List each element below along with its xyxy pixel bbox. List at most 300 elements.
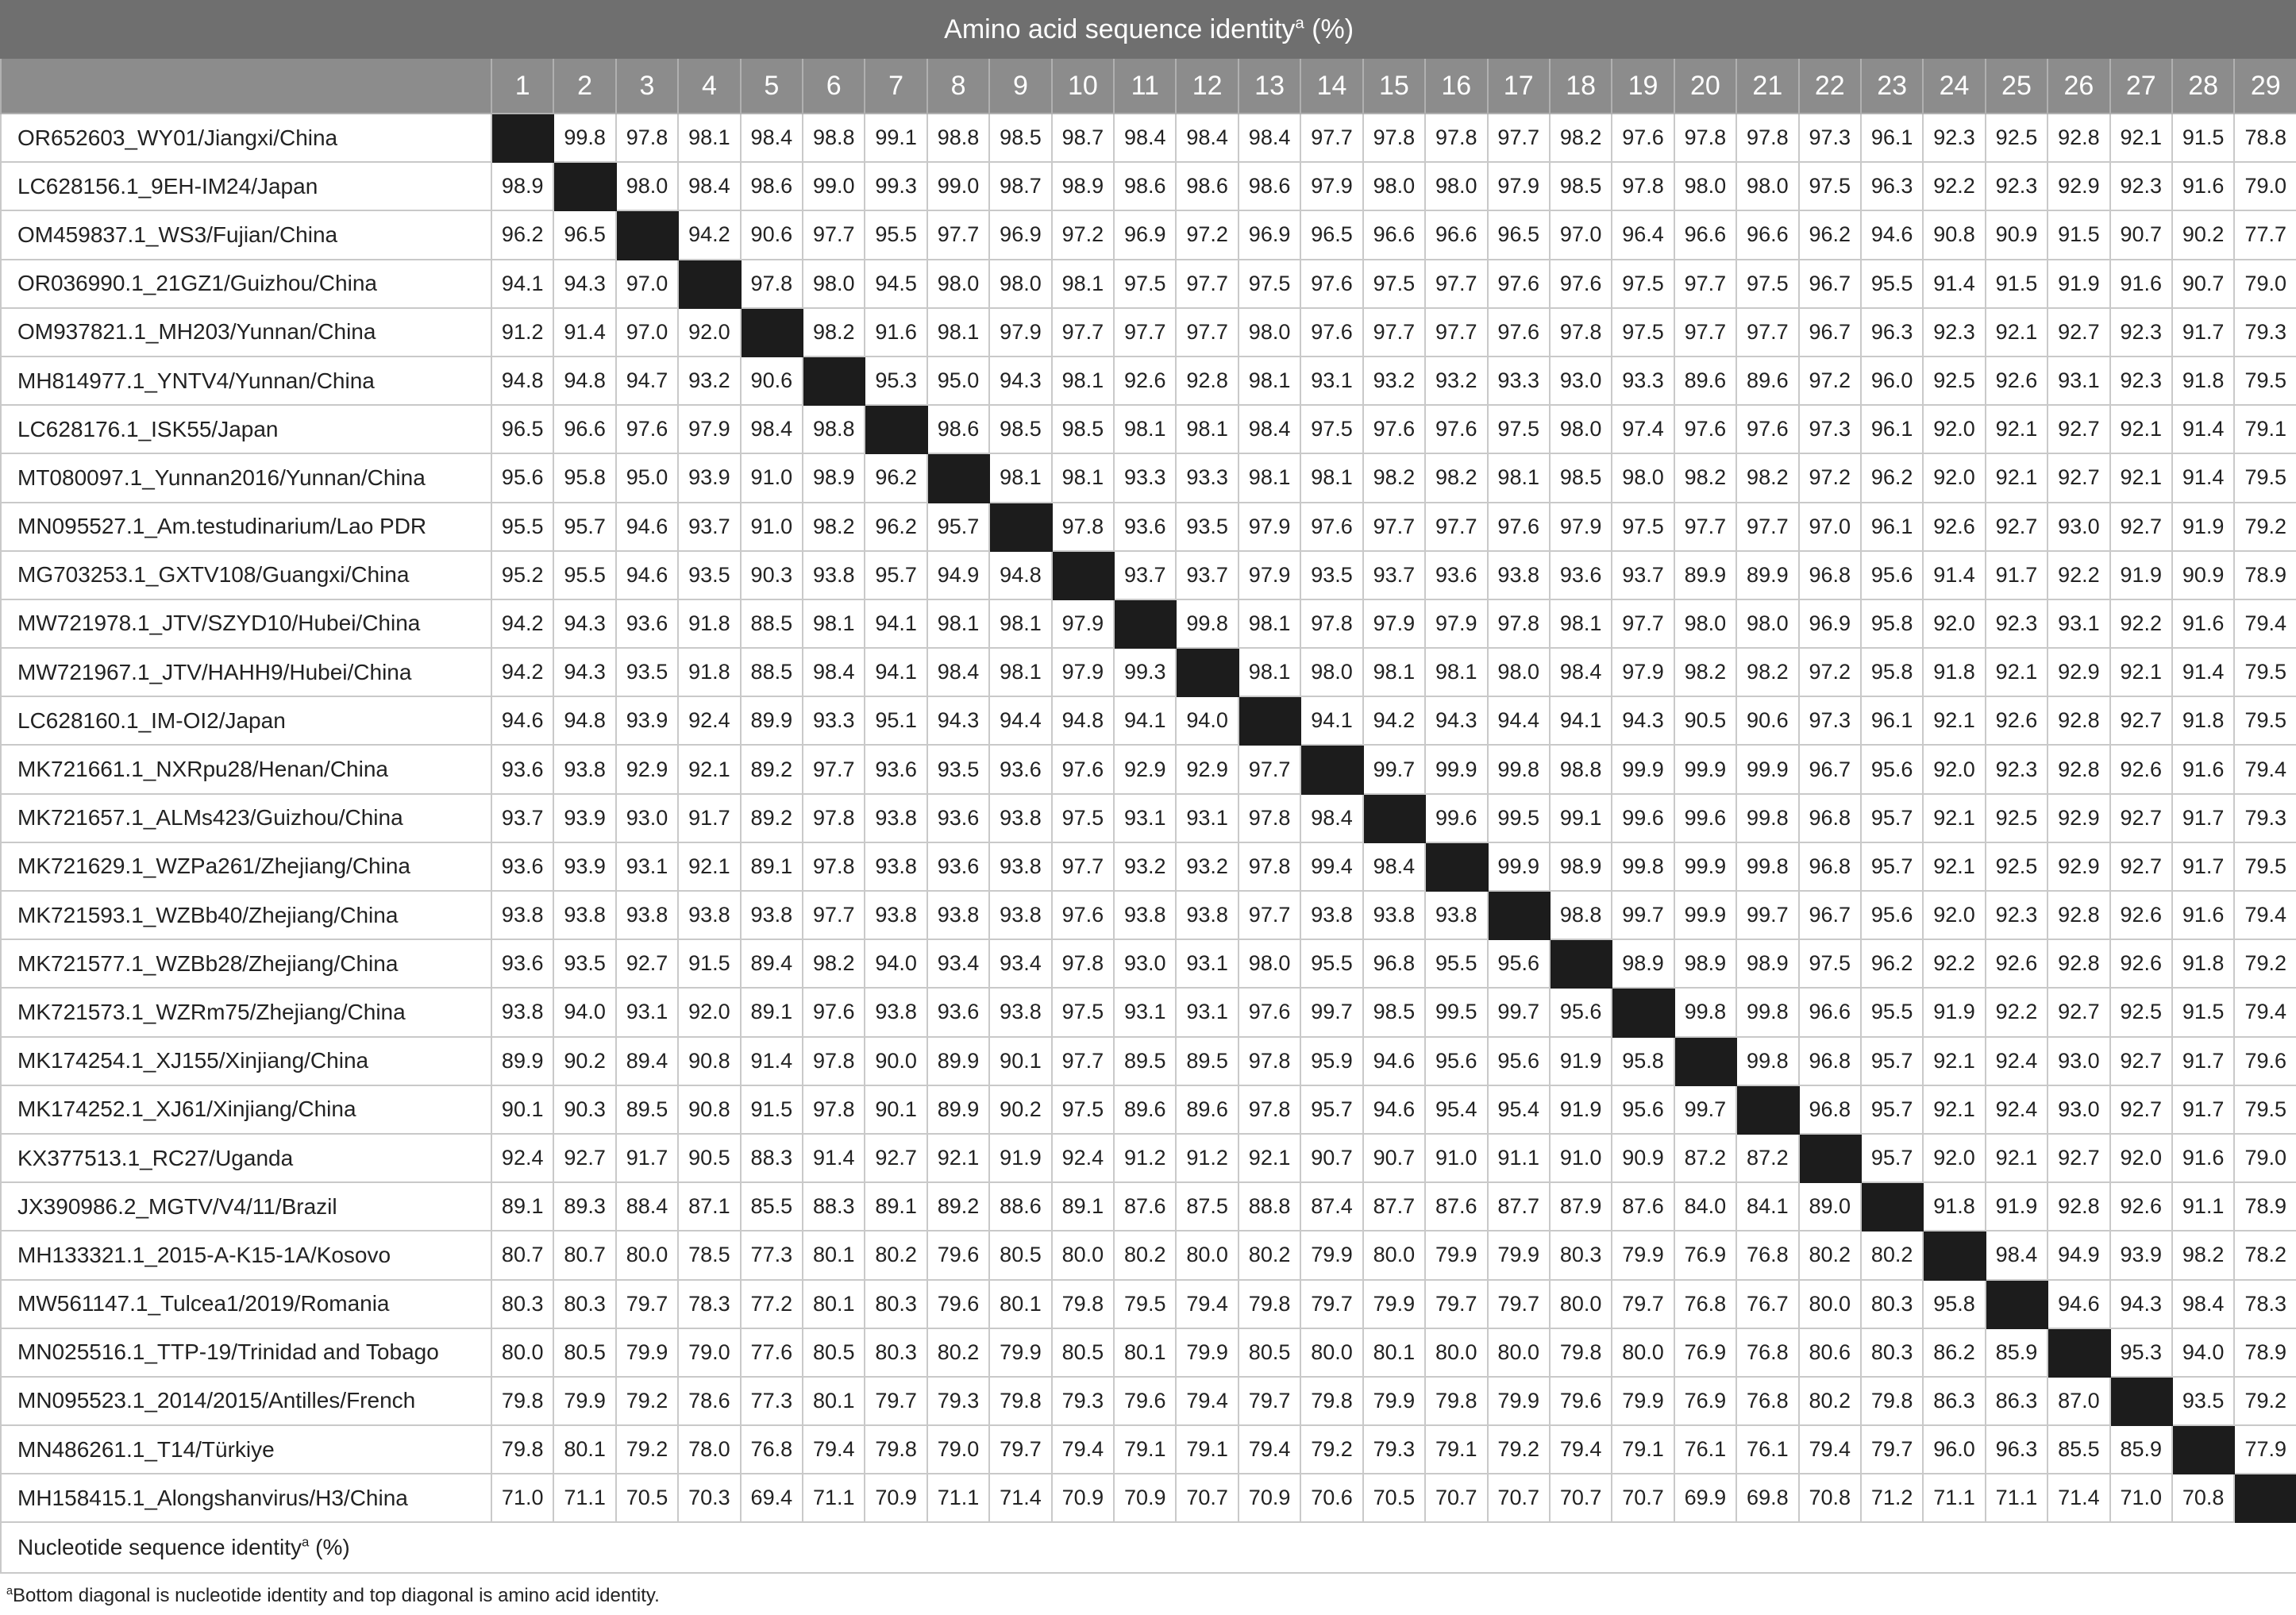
identity-cell: 71.1 bbox=[927, 1474, 989, 1522]
identity-cell: 88.5 bbox=[741, 648, 803, 696]
identity-cell: 97.8 bbox=[1239, 794, 1300, 842]
identity-cell: 97.8 bbox=[1052, 503, 1114, 551]
diagonal-cell bbox=[616, 210, 678, 259]
identity-cell: 99.5 bbox=[1488, 794, 1550, 842]
identity-cell: 98.4 bbox=[741, 405, 803, 453]
row-label: LC628176.1_ISK55/Japan bbox=[1, 405, 491, 453]
identity-cell: 99.1 bbox=[865, 114, 926, 162]
column-header: 18 bbox=[1550, 58, 1612, 114]
identity-cell: 92.1 bbox=[1923, 696, 1985, 745]
identity-cell: 99.8 bbox=[1736, 1037, 1798, 1085]
identity-cell: 97.5 bbox=[1799, 162, 1861, 210]
identity-cell: 98.1 bbox=[927, 308, 989, 357]
identity-cell: 91.4 bbox=[2172, 453, 2234, 502]
identity-cell: 99.0 bbox=[927, 162, 989, 210]
column-header: 2 bbox=[553, 58, 615, 114]
identity-cell: 95.2 bbox=[491, 551, 553, 599]
identity-cell: 93.3 bbox=[1176, 453, 1238, 502]
identity-cell: 95.6 bbox=[1612, 1085, 1674, 1134]
identity-cell: 98.4 bbox=[1300, 794, 1362, 842]
column-header: 5 bbox=[741, 58, 803, 114]
identity-cell: 92.3 bbox=[1986, 891, 2048, 939]
table-row bbox=[1, 939, 2296, 988]
identity-cell: 98.2 bbox=[2172, 1231, 2234, 1279]
table-row bbox=[1, 648, 2296, 696]
identity-cell: 93.6 bbox=[927, 842, 989, 891]
identity-cell: 98.0 bbox=[1239, 308, 1300, 357]
identity-cell: 93.8 bbox=[616, 891, 678, 939]
table-row bbox=[1, 1134, 2296, 1182]
identity-cell: 93.9 bbox=[616, 696, 678, 745]
identity-cell: 99.0 bbox=[803, 162, 865, 210]
identity-cell: 97.0 bbox=[1550, 210, 1612, 259]
identity-cell: 92.1 bbox=[1923, 1085, 1985, 1134]
identity-cell: 87.6 bbox=[1425, 1182, 1487, 1231]
identity-cell: 96.9 bbox=[1239, 210, 1300, 259]
identity-cell: 89.9 bbox=[1674, 551, 1736, 599]
identity-cell: 89.1 bbox=[865, 1182, 926, 1231]
identity-cell: 93.6 bbox=[491, 939, 553, 988]
identity-cell: 94.2 bbox=[491, 648, 553, 696]
identity-cell: 94.6 bbox=[491, 696, 553, 745]
identity-cell: 98.0 bbox=[1612, 453, 1674, 502]
row-label: MW721967.1_JTV/HAHH9/Hubei/China bbox=[1, 648, 491, 696]
identity-cell: 80.0 bbox=[616, 1231, 678, 1279]
identity-cell: 91.4 bbox=[741, 1037, 803, 1085]
table-row bbox=[1, 794, 2296, 842]
table-row bbox=[1, 162, 2296, 210]
identity-cell: 96.8 bbox=[1799, 1037, 1861, 1085]
identity-cell: 91.1 bbox=[2172, 1182, 2234, 1231]
identity-cell: 93.3 bbox=[1612, 357, 1674, 405]
identity-cell: 76.9 bbox=[1674, 1328, 1736, 1377]
identity-cell: 97.8 bbox=[1488, 599, 1550, 648]
identity-cell: 92.7 bbox=[2048, 1134, 2109, 1182]
identity-cell: 79.8 bbox=[1239, 1280, 1300, 1328]
identity-cell: 93.0 bbox=[1114, 939, 1176, 988]
identity-cell: 71.1 bbox=[1923, 1474, 1985, 1522]
identity-cell: 91.6 bbox=[2172, 162, 2234, 210]
row-label: JX390986.2_MGTV/V4/11/Brazil bbox=[1, 1182, 491, 1231]
identity-cell: 98.0 bbox=[1300, 648, 1362, 696]
identity-cell: 89.1 bbox=[741, 988, 803, 1036]
identity-cell: 97.5 bbox=[1300, 405, 1362, 453]
table-row bbox=[1, 696, 2296, 745]
identity-cell: 89.9 bbox=[491, 1037, 553, 1085]
identity-cell: 92.8 bbox=[2048, 745, 2109, 793]
identity-cell: 91.9 bbox=[1923, 988, 1985, 1036]
identity-cell: 96.3 bbox=[1986, 1425, 2048, 1474]
identity-cell: 87.9 bbox=[1550, 1182, 1612, 1231]
diagonal-cell bbox=[678, 260, 740, 308]
diagonal-cell bbox=[803, 357, 865, 405]
identity-cell: 98.5 bbox=[989, 114, 1051, 162]
identity-cell: 98.2 bbox=[1674, 453, 1736, 502]
identity-cell: 80.7 bbox=[553, 1231, 615, 1279]
identity-cell: 95.5 bbox=[491, 503, 553, 551]
identity-cell: 93.0 bbox=[616, 794, 678, 842]
identity-cell: 99.8 bbox=[1736, 842, 1798, 891]
identity-cell: 98.0 bbox=[1674, 599, 1736, 648]
diagonal-cell bbox=[1425, 842, 1487, 891]
identity-cell: 93.8 bbox=[491, 988, 553, 1036]
identity-cell: 98.6 bbox=[1114, 162, 1176, 210]
identity-cell: 97.6 bbox=[803, 988, 865, 1036]
identity-cell: 98.1 bbox=[1239, 599, 1300, 648]
identity-cell: 94.1 bbox=[865, 599, 926, 648]
identity-cell: 77.3 bbox=[741, 1231, 803, 1279]
identity-cell: 90.6 bbox=[741, 210, 803, 259]
identity-cell: 93.6 bbox=[865, 745, 926, 793]
identity-cell: 70.9 bbox=[1114, 1474, 1176, 1522]
identity-cell: 98.2 bbox=[1550, 114, 1612, 162]
identity-cell: 91.7 bbox=[678, 794, 740, 842]
identity-cell: 93.5 bbox=[2172, 1377, 2234, 1425]
identity-cell: 97.8 bbox=[741, 260, 803, 308]
identity-cell: 92.9 bbox=[1114, 745, 1176, 793]
identity-cell: 92.8 bbox=[1176, 357, 1238, 405]
table-title bbox=[1, 1, 2296, 58]
identity-cell: 93.8 bbox=[1114, 891, 1176, 939]
identity-cell: 96.4 bbox=[1612, 210, 1674, 259]
identity-cell: 79.1 bbox=[1425, 1425, 1487, 1474]
identity-cell: 99.7 bbox=[1736, 891, 1798, 939]
identity-cell: 94.2 bbox=[491, 599, 553, 648]
identity-cell: 80.2 bbox=[1239, 1231, 1300, 1279]
identity-cell: 93.0 bbox=[2048, 1037, 2109, 1085]
identity-cell: 92.1 bbox=[678, 842, 740, 891]
identity-cell: 93.2 bbox=[1114, 842, 1176, 891]
identity-cell: 97.8 bbox=[1612, 162, 1674, 210]
identity-cell: 93.6 bbox=[1550, 551, 1612, 599]
row-label: MW561147.1_Tulcea1/2019/Romania bbox=[1, 1280, 491, 1328]
identity-cell: 90.9 bbox=[1986, 210, 2048, 259]
identity-cell: 80.2 bbox=[1799, 1377, 1861, 1425]
identity-cell: 94.3 bbox=[553, 599, 615, 648]
identity-cell: 77.3 bbox=[741, 1377, 803, 1425]
identity-cell: 97.7 bbox=[927, 210, 989, 259]
identity-cell: 79.5 bbox=[2234, 453, 2296, 502]
table-row bbox=[1, 1085, 2296, 1134]
identity-cell: 94.3 bbox=[989, 357, 1051, 405]
identity-cell: 80.5 bbox=[553, 1328, 615, 1377]
identity-cell: 97.8 bbox=[616, 114, 678, 162]
identity-cell: 90.2 bbox=[2172, 210, 2234, 259]
identity-cell: 90.9 bbox=[2172, 551, 2234, 599]
table-title-sup: a bbox=[1295, 14, 1304, 33]
identity-cell: 87.5 bbox=[1176, 1182, 1238, 1231]
identity-cell: 95.7 bbox=[1861, 842, 1923, 891]
identity-cell: 93.3 bbox=[1114, 453, 1176, 502]
diagonal-cell bbox=[1363, 794, 1425, 842]
identity-cell: 76.1 bbox=[1736, 1425, 1798, 1474]
identity-cell: 86.2 bbox=[1923, 1328, 1985, 1377]
identity-cell: 93.5 bbox=[1176, 503, 1238, 551]
footer-row bbox=[1, 1522, 2296, 1573]
identity-cell: 97.7 bbox=[1239, 745, 1300, 793]
identity-cell: 89.9 bbox=[927, 1037, 989, 1085]
identity-cell: 91.8 bbox=[2172, 357, 2234, 405]
identity-cell: 92.7 bbox=[2048, 453, 2109, 502]
identity-cell: 93.5 bbox=[616, 648, 678, 696]
identity-cell: 96.3 bbox=[1861, 162, 1923, 210]
diagonal-cell bbox=[553, 162, 615, 210]
identity-cell: 96.7 bbox=[1799, 891, 1861, 939]
identity-cell: 95.8 bbox=[1861, 599, 1923, 648]
identity-cell: 78.3 bbox=[2234, 1280, 2296, 1328]
row-label: MK721593.1_WZBb40/Zhejiang/China bbox=[1, 891, 491, 939]
identity-cell: 92.7 bbox=[616, 939, 678, 988]
identity-cell: 97.9 bbox=[1239, 551, 1300, 599]
identity-cell: 93.8 bbox=[1300, 891, 1362, 939]
identity-cell: 96.7 bbox=[1799, 745, 1861, 793]
identity-cell: 99.8 bbox=[1736, 988, 1798, 1036]
identity-cell: 97.7 bbox=[1736, 503, 1798, 551]
identity-cell: 98.1 bbox=[989, 648, 1051, 696]
identity-cell: 99.9 bbox=[1736, 745, 1798, 793]
identity-cell: 80.2 bbox=[927, 1328, 989, 1377]
identity-cell: 78.6 bbox=[678, 1377, 740, 1425]
identity-cell: 84.1 bbox=[1736, 1182, 1798, 1231]
identity-cell: 95.3 bbox=[865, 357, 926, 405]
identity-cell: 79.7 bbox=[1425, 1280, 1487, 1328]
table-row bbox=[1, 988, 2296, 1036]
identity-cell: 79.9 bbox=[1176, 1328, 1238, 1377]
identity-cell: 79.4 bbox=[1799, 1425, 1861, 1474]
identity-cell: 98.2 bbox=[803, 503, 865, 551]
identity-cell: 98.1 bbox=[1114, 405, 1176, 453]
identity-cell: 78.3 bbox=[678, 1280, 740, 1328]
identity-cell: 89.6 bbox=[1674, 357, 1736, 405]
column-header: 4 bbox=[678, 58, 740, 114]
identity-cell: 92.7 bbox=[865, 1134, 926, 1182]
identity-cell: 96.8 bbox=[1799, 842, 1861, 891]
row-label: MN095527.1_Am.testudinarium/Lao PDR bbox=[1, 503, 491, 551]
identity-cell: 94.7 bbox=[616, 357, 678, 405]
identity-cell: 92.0 bbox=[1923, 405, 1985, 453]
identity-cell: 79.8 bbox=[989, 1377, 1051, 1425]
identity-cell: 97.5 bbox=[1488, 405, 1550, 453]
identity-cell: 97.8 bbox=[803, 1085, 865, 1134]
row-label: MN486261.1_T14/Türkiye bbox=[1, 1425, 491, 1474]
identity-cell: 98.4 bbox=[1176, 114, 1238, 162]
identity-cell: 92.6 bbox=[2110, 1182, 2172, 1231]
diagonal-cell bbox=[491, 114, 553, 162]
identity-cell: 91.1 bbox=[1488, 1134, 1550, 1182]
identity-cell: 99.8 bbox=[1736, 794, 1798, 842]
row-label: OR036990.1_21GZ1/Guizhou/China bbox=[1, 260, 491, 308]
identity-cell: 96.0 bbox=[1861, 357, 1923, 405]
identity-cell: 99.6 bbox=[1612, 794, 1674, 842]
identity-cell: 92.3 bbox=[1986, 745, 2048, 793]
identity-cell: 94.9 bbox=[927, 551, 989, 599]
column-header: 1 bbox=[491, 58, 553, 114]
diagonal-cell bbox=[1239, 696, 1300, 745]
identity-cell: 80.1 bbox=[803, 1377, 865, 1425]
identity-cell: 76.8 bbox=[1674, 1280, 1736, 1328]
identity-cell: 79.0 bbox=[678, 1328, 740, 1377]
identity-cell: 93.8 bbox=[989, 988, 1051, 1036]
identity-cell: 98.1 bbox=[1300, 453, 1362, 502]
identity-cell: 97.8 bbox=[1300, 599, 1362, 648]
identity-cell: 79.9 bbox=[553, 1377, 615, 1425]
identity-cell: 99.7 bbox=[1363, 745, 1425, 793]
identity-cell: 97.7 bbox=[1052, 842, 1114, 891]
identity-cell: 92.5 bbox=[1986, 842, 2048, 891]
identity-cell: 89.4 bbox=[616, 1037, 678, 1085]
identity-cell: 93.8 bbox=[553, 891, 615, 939]
identity-cell: 93.0 bbox=[1550, 357, 1612, 405]
identity-cell: 94.5 bbox=[865, 260, 926, 308]
identity-cell: 96.2 bbox=[1861, 453, 1923, 502]
identity-cell: 95.4 bbox=[1425, 1085, 1487, 1134]
identity-cell: 92.3 bbox=[2110, 308, 2172, 357]
identity-cell: 97.6 bbox=[1300, 503, 1362, 551]
identity-cell: 93.6 bbox=[927, 794, 989, 842]
identity-cell: 93.2 bbox=[1176, 842, 1238, 891]
identity-cell: 97.6 bbox=[1488, 308, 1550, 357]
identity-cell: 79.9 bbox=[1488, 1231, 1550, 1279]
identity-cell: 93.0 bbox=[2048, 1085, 2109, 1134]
identity-cell: 89.6 bbox=[1736, 357, 1798, 405]
identity-cell: 98.0 bbox=[1239, 939, 1300, 988]
identity-cell: 80.3 bbox=[865, 1280, 926, 1328]
identity-cell: 97.7 bbox=[1612, 599, 1674, 648]
identity-cell: 94.3 bbox=[927, 696, 989, 745]
diagonal-cell bbox=[1300, 745, 1362, 793]
identity-cell: 71.4 bbox=[989, 1474, 1051, 1522]
identity-cell: 96.6 bbox=[1736, 210, 1798, 259]
identity-cell: 99.3 bbox=[1114, 648, 1176, 696]
identity-cell: 92.2 bbox=[2048, 551, 2109, 599]
identity-cell: 79.2 bbox=[616, 1377, 678, 1425]
identity-cell: 95.7 bbox=[1861, 1037, 1923, 1085]
identity-cell: 98.7 bbox=[989, 162, 1051, 210]
identity-cell: 98.9 bbox=[1612, 939, 1674, 988]
identity-cell: 97.7 bbox=[803, 891, 865, 939]
row-label: MK721573.1_WZRm75/Zhejiang/China bbox=[1, 988, 491, 1036]
identity-cell: 86.3 bbox=[1986, 1377, 2048, 1425]
identity-cell: 99.7 bbox=[1674, 1085, 1736, 1134]
identity-cell: 89.6 bbox=[1114, 1085, 1176, 1134]
identity-cell: 79.6 bbox=[1114, 1377, 1176, 1425]
identity-cell: 97.7 bbox=[1114, 308, 1176, 357]
identity-cell: 94.3 bbox=[1612, 696, 1674, 745]
identity-cell: 79.9 bbox=[1612, 1377, 1674, 1425]
identity-cell: 93.8 bbox=[741, 891, 803, 939]
identity-cell: 91.8 bbox=[2172, 939, 2234, 988]
identity-cell: 80.1 bbox=[1363, 1328, 1425, 1377]
identity-cell: 90.2 bbox=[989, 1085, 1051, 1134]
identity-cell: 91.9 bbox=[1986, 1182, 2048, 1231]
footer-text: Nucleotide sequence identity bbox=[17, 1535, 302, 1560]
identity-cell: 89.6 bbox=[1176, 1085, 1238, 1134]
identity-cell: 91.4 bbox=[2172, 405, 2234, 453]
identity-cell: 97.5 bbox=[1239, 260, 1300, 308]
identity-cell: 85.5 bbox=[2048, 1425, 2109, 1474]
identity-cell: 91.9 bbox=[1550, 1085, 1612, 1134]
identity-cell: 97.5 bbox=[1114, 260, 1176, 308]
identity-cell: 94.0 bbox=[865, 939, 926, 988]
identity-cell: 79.2 bbox=[1488, 1425, 1550, 1474]
identity-cell: 98.6 bbox=[741, 162, 803, 210]
identity-cell: 93.8 bbox=[1176, 891, 1238, 939]
identity-cell: 93.9 bbox=[553, 794, 615, 842]
diagonal-cell bbox=[1861, 1182, 1923, 1231]
identity-cell: 94.1 bbox=[1300, 696, 1362, 745]
identity-cell: 97.6 bbox=[1674, 405, 1736, 453]
identity-cell: 93.8 bbox=[989, 842, 1051, 891]
identity-cell: 93.1 bbox=[1176, 939, 1238, 988]
identity-cell: 97.8 bbox=[1239, 1037, 1300, 1085]
identity-cell: 92.1 bbox=[678, 745, 740, 793]
row-label: MG703253.1_GXTV108/Guangxi/China bbox=[1, 551, 491, 599]
identity-cell: 70.7 bbox=[1425, 1474, 1487, 1522]
identity-cell: 92.7 bbox=[1986, 503, 2048, 551]
identity-cell: 97.8 bbox=[803, 794, 865, 842]
diagonal-cell bbox=[1176, 648, 1238, 696]
identity-cell: 93.8 bbox=[1363, 891, 1425, 939]
identity-cell: 98.1 bbox=[1363, 648, 1425, 696]
identity-cell: 94.6 bbox=[616, 503, 678, 551]
identity-cell: 79.6 bbox=[927, 1280, 989, 1328]
identity-cell: 91.6 bbox=[2172, 745, 2234, 793]
identity-cell: 93.3 bbox=[1488, 357, 1550, 405]
identity-cell: 80.0 bbox=[1300, 1328, 1362, 1377]
column-header: 9 bbox=[989, 58, 1051, 114]
identity-cell: 97.7 bbox=[1425, 260, 1487, 308]
identity-cell: 96.9 bbox=[1799, 599, 1861, 648]
identity-cell: 79.3 bbox=[1052, 1377, 1114, 1425]
identity-cell: 98.6 bbox=[927, 405, 989, 453]
identity-cell: 79.8 bbox=[491, 1377, 553, 1425]
identity-cell: 96.1 bbox=[1861, 405, 1923, 453]
identity-cell: 79.4 bbox=[1176, 1377, 1238, 1425]
identity-cell: 98.9 bbox=[803, 453, 865, 502]
identity-cell: 97.7 bbox=[1425, 308, 1487, 357]
identity-cell: 94.1 bbox=[1114, 696, 1176, 745]
column-header: 22 bbox=[1799, 58, 1861, 114]
identity-cell: 90.3 bbox=[553, 1085, 615, 1134]
identity-cell: 92.3 bbox=[2110, 357, 2172, 405]
identity-cell: 93.1 bbox=[1176, 988, 1238, 1036]
identity-cell: 79.6 bbox=[2234, 1037, 2296, 1085]
identity-cell: 89.1 bbox=[491, 1182, 553, 1231]
identity-cell: 95.7 bbox=[1861, 794, 1923, 842]
identity-cell: 97.7 bbox=[1052, 1037, 1114, 1085]
identity-cell: 91.7 bbox=[616, 1134, 678, 1182]
identity-cell: 78.9 bbox=[2234, 1182, 2296, 1231]
identity-cell: 98.1 bbox=[1052, 357, 1114, 405]
identity-cell: 97.6 bbox=[1425, 405, 1487, 453]
identity-cell: 93.7 bbox=[1363, 551, 1425, 599]
identity-cell: 80.5 bbox=[989, 1231, 1051, 1279]
identity-cell: 92.3 bbox=[1986, 599, 2048, 648]
identity-cell: 92.7 bbox=[2048, 405, 2109, 453]
identity-cell: 92.0 bbox=[2110, 1134, 2172, 1182]
identity-cell: 99.5 bbox=[1425, 988, 1487, 1036]
identity-cell: 70.5 bbox=[616, 1474, 678, 1522]
identity-cell: 79.8 bbox=[1300, 1377, 1362, 1425]
identity-cell: 94.1 bbox=[1550, 696, 1612, 745]
identity-cell: 79.4 bbox=[1550, 1425, 1612, 1474]
identity-cell: 98.1 bbox=[1239, 453, 1300, 502]
column-header: 14 bbox=[1300, 58, 1362, 114]
identity-cell: 90.5 bbox=[1674, 696, 1736, 745]
identity-cell: 94.1 bbox=[491, 260, 553, 308]
column-header: 17 bbox=[1488, 58, 1550, 114]
identity-cell: 91.7 bbox=[2172, 308, 2234, 357]
